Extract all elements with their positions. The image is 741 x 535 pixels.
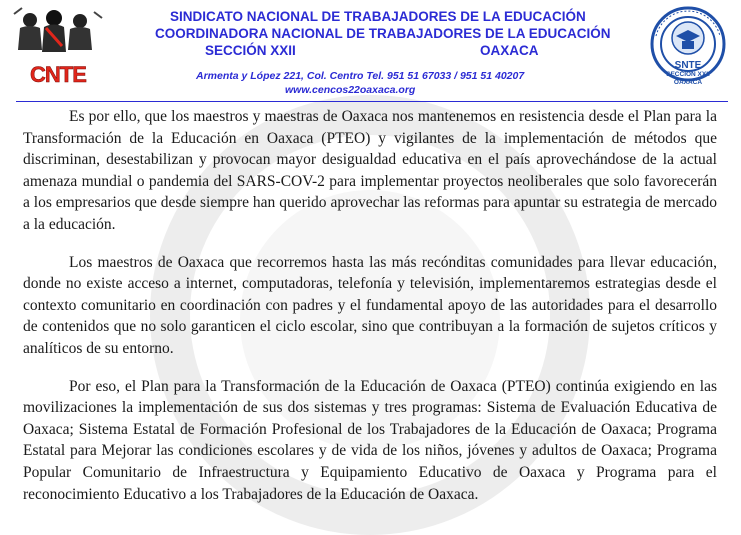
snte-city: OAXACA [673, 79, 703, 86]
header-website: www.cencos22oaxaca.org [285, 84, 416, 96]
paragraph-1: Es por ello, que los maestros y maestras de Oaxaca nos mantenemos en resistencia desde el Plan para la Transformación de la Educación en Oaxaca (PTEO) y vigilantes de la implementación de métodos que discriminan, desestabilizan y provocan mayor desigualdad educativa en el país aprovechándose de la actual amenaza mundial o pandemia del SARS-COV-2 para implementar proyectos neoliberales que solo favorecerán a los empresarios que desde siempre han querido aprovechar las reformas para apuntar su estrategia de mercado a la educación. [23, 108, 717, 233]
snte-seal [646, 6, 730, 90]
header-city: OAXACA [480, 43, 539, 58]
paragraph-2: Los maestros de Oaxaca que recorremos hasta las más recónditas comunidades para llevar educación, donde no existe acceso a internet, computadoras, telefonía y televisión, implementaremos estrategias desde el contexto comunitario en coordinación con padres y el fundamental apoyo de las autoridades para el desarrollo de contenidos que no solo garanticen el ciclo escolar, sino que contribuyan a la formación de sujetos críticos y analíticos de su entorno. [23, 253, 717, 357]
cnte-figures-icon [8, 6, 108, 66]
header-divider [16, 101, 728, 102]
paragraph-3: Por eso, el Plan para la Transformación de la Educación de Oaxaca (PTEO) continúa exigiendo en las movilizaciones la implementación de sus dos sistemas y tres programas: Sistema de Evaluación Educativa de Oaxaca; Sistema Estatal de Formación Profesional de los Trabajadores de la Educación de Oaxaca; Programa Estatal para Mejorar las condiciones escolares y de vida de los niños, jóvenes y adultos de Oaxaca; Programa Popular Comunitario de Infraestructura y Equipamiento Educativo de Oaxaca y Programa para el reconocimiento Educativo a los Trabajadores de la Educación de Oaxaca. [23, 377, 717, 503]
snte-section: SECCION XXII [666, 71, 710, 78]
cnte-logo [8, 6, 108, 87]
header-address: Armenta y López 221, Col. Centro Tel. 951 51 67033 / 951 51 40207 [196, 70, 525, 82]
letterhead [0, 0, 741, 100]
cnte-wordmark: CNTE [30, 62, 86, 87]
header-line-1: SINDICATO NACIONAL DE TRABAJADORES DE LA EDUCACIÓN [170, 9, 586, 24]
document-body [23, 106, 717, 521]
header-section: SECCIÓN XXII [205, 43, 296, 58]
header-line-2: COORDINADORA NACIONAL DE TRABAJADORES DE LA EDUCACIÓN [155, 26, 611, 41]
snte-wordmark: SNTE [674, 60, 702, 71]
